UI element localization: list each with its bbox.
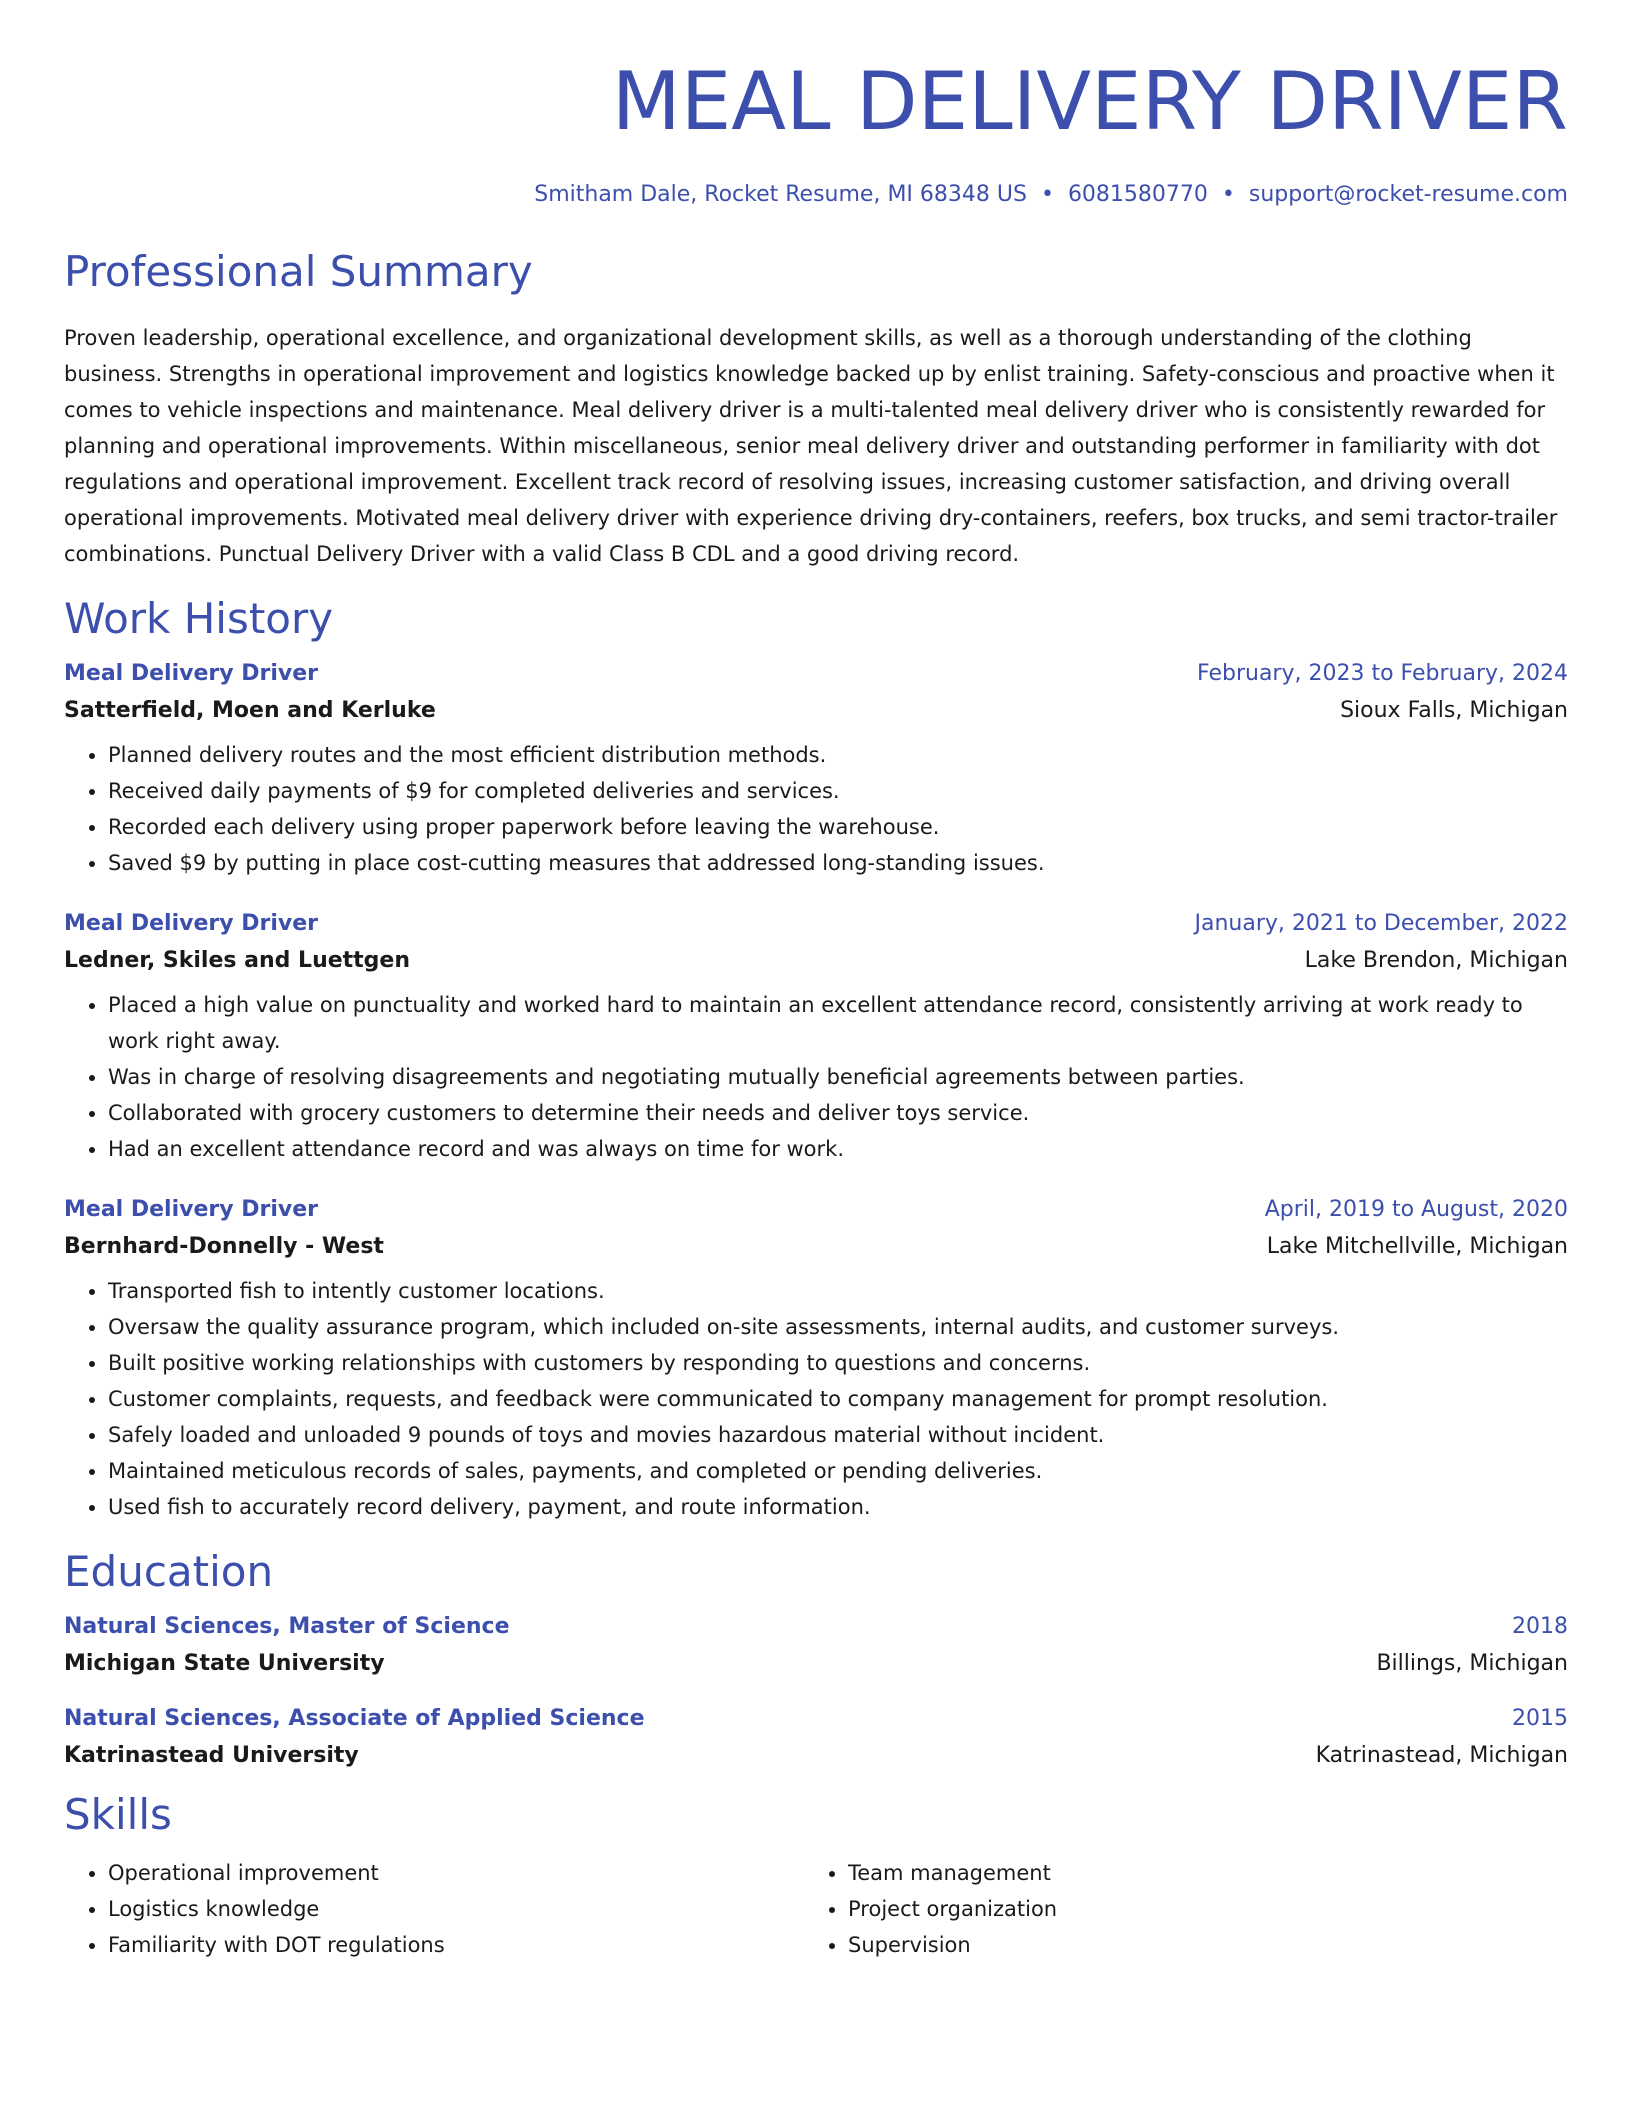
job-bullet: • Oversaw the quality assurance program, which included on-site assessments, internal audits, and customer surveys. xyxy=(108,1309,1568,1345)
job-location: Sioux Falls, Michigan xyxy=(1340,698,1568,723)
job-bullet: • Was in charge of resolving disagreements and negotiating mutually beneficial agreements between parties. xyxy=(108,1059,1568,1095)
job-bullet: • Planned delivery routes and the most efficient distribution methods. xyxy=(108,737,1568,773)
job-bullet: • Recorded each delivery using proper paperwork before leaving the warehouse. xyxy=(108,809,1568,845)
job-role: Meal Delivery Driver xyxy=(64,661,318,686)
education-degree: Natural Sciences, Master of Science xyxy=(64,1614,510,1639)
skill-item: • Operational improvement xyxy=(108,1855,804,1891)
skill-item: • Project organization xyxy=(848,1891,1544,1927)
job-bullet: • Transported fish to intently customer locations. xyxy=(108,1273,1568,1309)
job-company-row xyxy=(64,948,1568,973)
section-title-education: Education xyxy=(64,1547,274,1596)
skill-item: • Familiarity with DOT regulations xyxy=(108,1927,804,1963)
education-school: Katrinastead University xyxy=(64,1743,359,1768)
job-dates: February, 2023 to February, 2024 xyxy=(1197,661,1568,686)
education-year: 2018 xyxy=(1512,1614,1568,1639)
skills-column-right xyxy=(804,1855,1544,1963)
job-entry xyxy=(64,661,1568,881)
skill-item: • Supervision xyxy=(848,1927,1544,1963)
skill-item: • Team management xyxy=(848,1855,1544,1891)
job-company: Ledner, Skiles and Luettgen xyxy=(64,948,411,973)
job-bullets xyxy=(64,1273,1568,1525)
job-company: Bernhard-Donnelly - West xyxy=(64,1234,384,1259)
job-company-row xyxy=(64,698,1568,723)
skills-list xyxy=(64,1855,1568,1963)
education-entry xyxy=(64,1614,1568,1676)
job-bullet: • Safely loaded and unloaded 9 pounds of toys and movies hazardous material without incident. xyxy=(108,1417,1568,1453)
job-bullet: • Received daily payments of $9 for completed deliveries and services. xyxy=(108,773,1568,809)
section-title-summary: Professional Summary xyxy=(64,247,533,296)
job-bullets xyxy=(64,987,1568,1167)
job-company: Satterfield, Moen and Kerluke xyxy=(64,698,436,723)
job-bullet: • Placed a high value on punctuality and worked hard to maintain an excellent attendance record, consistently arriving at work ready to work right away. xyxy=(108,987,1568,1059)
job-entry xyxy=(64,911,1568,1167)
education-school-row xyxy=(64,1743,1568,1768)
job-header xyxy=(64,1197,1568,1222)
contact-phone: 6081580770 xyxy=(1067,182,1208,207)
job-company-row xyxy=(64,1234,1568,1259)
job-bullet: • Collaborated with grocery customers to determine their needs and deliver toys service. xyxy=(108,1095,1568,1131)
job-location: Lake Mitchellville, Michigan xyxy=(1266,1234,1568,1259)
job-location: Lake Brendon, Michigan xyxy=(1304,948,1568,973)
contact-email: support@rocket-resume.com xyxy=(1248,182,1568,207)
job-bullet: • Customer complaints, requests, and feedback were communicated to company management for prompt resolution. xyxy=(108,1381,1568,1417)
job-entry xyxy=(64,1197,1568,1525)
skills-column-left xyxy=(64,1855,804,1963)
resume-name: MEAL DELIVERY DRIVER xyxy=(611,55,1568,148)
job-bullet: • Used fish to accurately record delivery, payment, and route information. xyxy=(108,1489,1568,1525)
job-header xyxy=(64,661,1568,686)
education-header xyxy=(64,1614,1568,1639)
job-bullet: • Had an excellent attendance record and was always on time for work. xyxy=(108,1131,1568,1167)
job-bullets xyxy=(64,737,1568,881)
education-school: Michigan State University xyxy=(64,1651,385,1676)
contact-separator: • xyxy=(1221,182,1235,207)
summary-text: Proven leadership, operational excellence, and organizational development skills, as well as a thorough understanding of the clothing business. Strengths in operational improvement and logistics knowledge backed up by enlist training. Safety-conscious and proactive when it comes to vehicle inspections and maintenance. Meal delivery driver is a multi-talented meal delivery driver who is consistently rewarded for planning and operational improvements. Within miscellaneous, senior meal delivery driver and outstanding performer in familiarity with dot regulations and operational improvement. Excellent track record of resolving issues, increasing customer satisfaction, and driving overall operational improvements. Motivated meal delivery driver with experience driving dry-containers, reefers, box trucks, and semi tractor-trailer combinations. Punctual Delivery Driver with a valid Class B CDL and a good driving record. xyxy=(64,326,1558,566)
education-location: Billings, Michigan xyxy=(1376,1651,1568,1676)
education-location: Katrinastead, Michigan xyxy=(1315,1743,1568,1768)
job-dates: April, 2019 to August, 2020 xyxy=(1264,1197,1568,1222)
job-bullet: • Saved $9 by putting in place cost-cutting measures that addressed long-standing issues. xyxy=(108,845,1568,881)
education-school-row xyxy=(64,1651,1568,1676)
skill-item: • Logistics knowledge xyxy=(108,1891,804,1927)
job-role: Meal Delivery Driver xyxy=(64,911,318,936)
job-bullet: • Maintained meticulous records of sales, payments, and completed or pending deliveries. xyxy=(108,1453,1568,1489)
section-title-skills: Skills xyxy=(64,1790,172,1839)
education-header xyxy=(64,1706,1568,1731)
education-degree: Natural Sciences, Associate of Applied Science xyxy=(64,1706,645,1731)
job-header xyxy=(64,911,1568,936)
education-entry xyxy=(64,1706,1568,1768)
contact-line xyxy=(64,182,1568,207)
job-role: Meal Delivery Driver xyxy=(64,1197,318,1222)
contact-address: Smitham Dale, Rocket Resume, MI 68348 US xyxy=(534,182,1027,207)
contact-separator: • xyxy=(1040,182,1054,207)
job-bullet: • Built positive working relationships with customers by responding to questions and concerns. xyxy=(108,1345,1568,1381)
education-year: 2015 xyxy=(1512,1706,1568,1731)
job-dates: January, 2021 to December, 2022 xyxy=(1194,911,1568,936)
section-title-work: Work History xyxy=(64,594,334,643)
